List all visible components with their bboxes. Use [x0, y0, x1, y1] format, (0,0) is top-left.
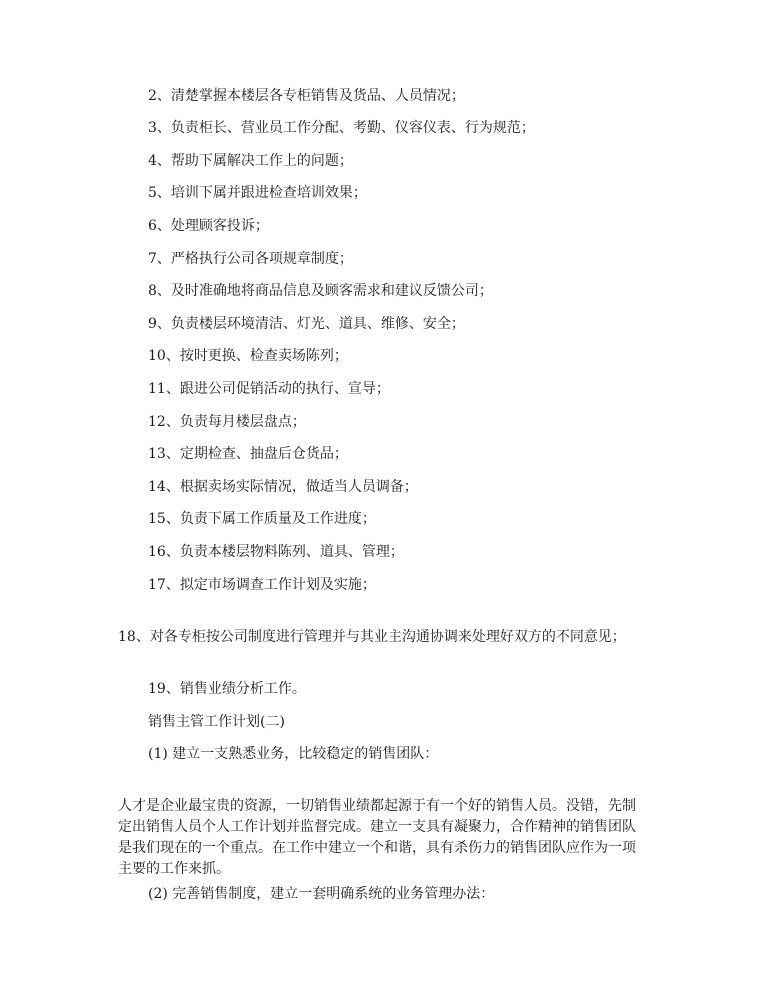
list-item: 9、负责楼层环境清洁、灯光、道具、维修、安全；: [148, 316, 465, 332]
list-item: 16、负责本楼层物料陈列、道具、管理；: [148, 544, 404, 560]
list-item: 4、帮助下属解决工作上的问题；: [148, 153, 353, 169]
list-item: 14、根据卖场实际情况，做适当人员调备；: [148, 479, 418, 495]
list-item: 3、负责柜长、营业员工作分配、考勤、仪容仪表、行为规范；: [148, 120, 535, 136]
list-item: 12、负责每月楼层盘点；: [148, 414, 306, 430]
paragraph-1: 人才是企业最宝贵的资源，一切销售业绩都起源于有一个好的销售人员。没错，先制定出销售人员个人工作计划并监督完成。建立一支具有凝聚力，合作精神的销售团队是我们现在的一个重点。在工作中建立一个和谐，具有杀伤力的销售团队应作为一项主要的工作来抓。: [118, 798, 636, 877]
point-1-heading: (1) 建立一支熟悉业务，比较稳定的销售团队：: [148, 746, 439, 762]
list-item: 13、定期检查、抽盘后仓货品；: [148, 446, 348, 462]
list-item-19: 19、销售业绩分析工作。: [148, 681, 306, 697]
section-title: 销售主管工作计划(二): [148, 714, 285, 730]
list-item: 2、清楚掌握本楼层各专柜销售及货品、人员情况；: [148, 88, 465, 104]
list-item: 7、严格执行公司各项规章制度；: [148, 251, 353, 267]
list-item: 6、处理顾客投诉；: [148, 218, 269, 234]
point-2-heading: (2) 完善销售制度，建立一套明确系统的业务管理办法：: [148, 886, 495, 902]
list-item: 5、培训下属并跟进检查培训效果；: [148, 185, 367, 201]
list-item: 11、跟进公司促销活动的执行、宣导；: [148, 381, 390, 397]
list-item-18: 18、对各专柜按公司制度进行管理并与其业主沟通协调来处理好双方的不同意见；: [118, 629, 626, 645]
list-item: 15、负责下属工作质量及工作进度；: [148, 511, 376, 527]
list-item: 17、拟定市场调查工作计划及实施；: [148, 577, 376, 593]
list-item: 10、按时更换、检查卖场陈列；: [148, 348, 348, 364]
list-item: 8、及时准确地将商品信息及顾客需求和建议反馈公司；: [148, 283, 493, 299]
